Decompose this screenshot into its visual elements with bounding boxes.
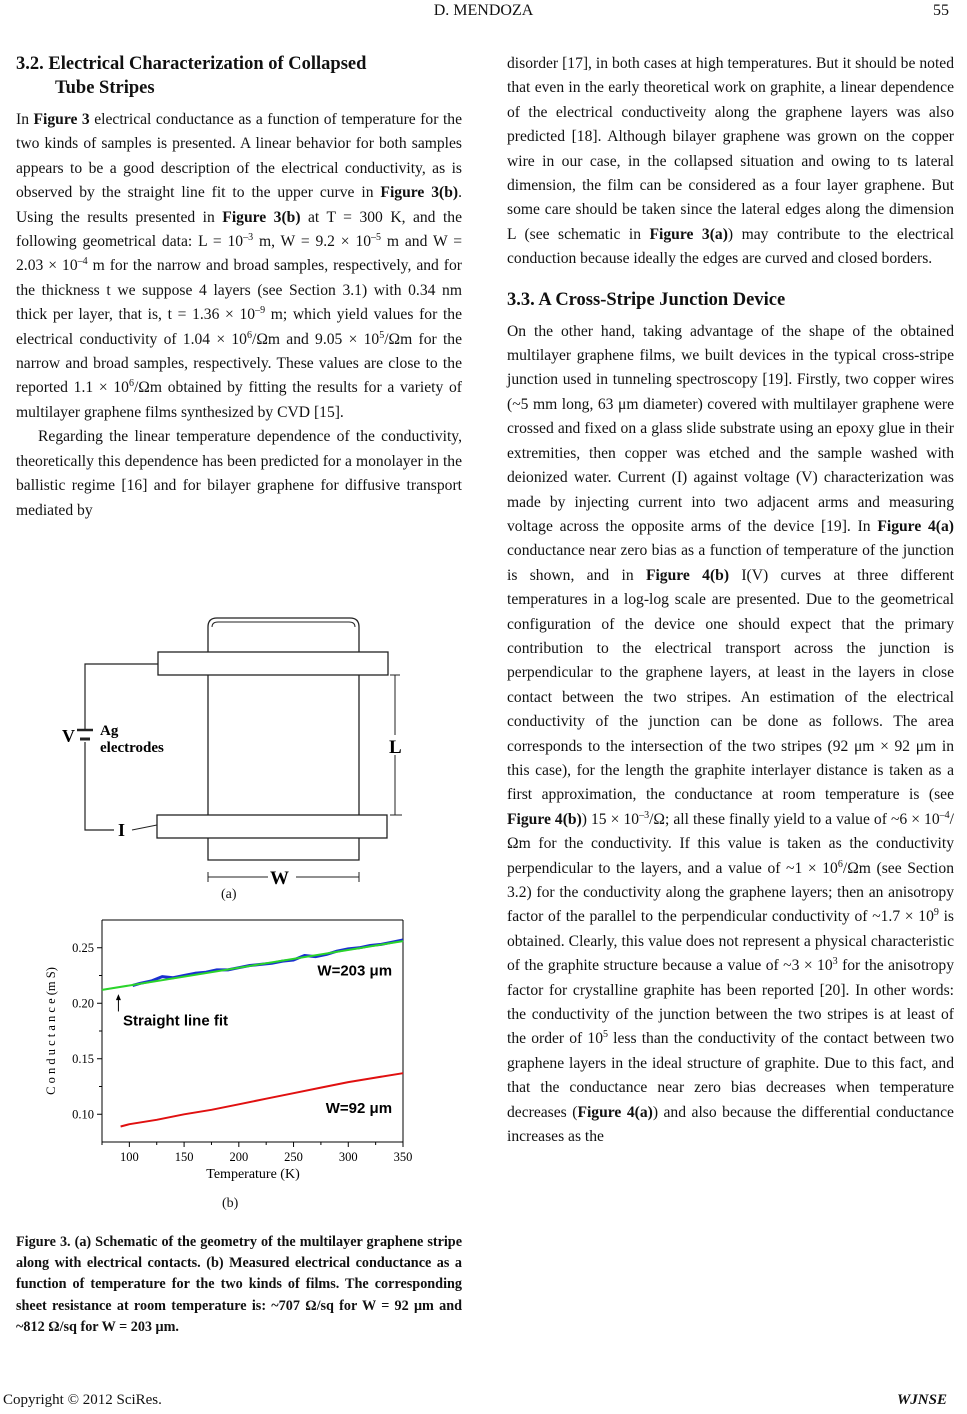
paragraph <box>16 108 462 425</box>
y-tick-label: 0.20 <box>72 996 94 1011</box>
copyright-notice: Copyright © 2012 SciRes. <box>3 1392 162 1408</box>
text-run: for the anisotropy factor for crystalline graphite has been reported [20]. In other words: the conductivity of the junction between the two stripes is at least of the order of 10 <box>507 957 954 1048</box>
superscript: 3 <box>832 956 838 968</box>
figure-reference: Figure 3 <box>33 111 90 128</box>
text-run: ) may contribute to the electrical conduction because ideally the edges are curved and closed borders. <box>507 225 954 268</box>
figure-reference: Figure 4(a) <box>577 1103 653 1121</box>
superscript: –4 <box>77 256 88 268</box>
annotation-w92: W=92 μm <box>325 1100 393 1118</box>
running-head: D. MENDOZA <box>433 2 534 19</box>
text-run: ) 15 × 10 <box>581 810 640 828</box>
page-number: 55 <box>933 2 949 19</box>
section-title-3-2: 3.2. Electrical Characterization of Collapsed Tube Stripes <box>16 54 367 98</box>
superscript: 6 <box>837 858 843 870</box>
x-tick-label: 150 <box>174 1150 194 1164</box>
figure-reference: Figure 4(b) <box>645 566 730 584</box>
x-tick-label: 100 <box>119 1150 139 1164</box>
x-tick-label: 350 <box>393 1150 413 1164</box>
superscript: 6 <box>246 329 252 341</box>
superscript: –3 <box>243 231 254 243</box>
text-run: electrical conductance as a function of temperature for the two kinds of samples is presented. A linear behavior for both samples appears to be a good description of the electrical conductivity, as is observed by the straight line fit to the upper curve in <box>16 111 462 202</box>
text-run: I(V) curves at three different temperatures in a log-log scale are presented. Due to the geometrical configuration of the device one should expect that the primary contribution to the electrical transport across the junction is perpendicular to the graphene layers, at least in the layers in close contact between the two stripes. An estimation of the electrical conductivity of the junction can be done as follows. The area corresponds to the intersection of the two stripes (92 μm × 92 μm in this case), for the length the graphite interlayer distance is taken as a first approximation, the conductance at room temperature is (see <box>507 566 954 804</box>
text-run: ) and also because the differential conductance increases as the <box>507 1103 954 1146</box>
superscript: 5 <box>379 329 385 341</box>
text-run: conductance near zero bias as a function of temperature of the junction is shown, and in <box>507 542 954 584</box>
label-L: L <box>389 737 402 758</box>
text-run: m and W = 2.03 × 10 <box>16 233 463 275</box>
text-run: /Ωm for the narrow and broad samples, respectively. These values are close to the reported 1.1 × 10 <box>16 330 462 397</box>
figure-3b-chart <box>0 900 480 1220</box>
current-lead <box>132 825 157 830</box>
superscript: 6 <box>128 378 134 390</box>
label-Ag: Ag <box>100 723 119 739</box>
figure-reference: Figure 4(a) <box>877 517 954 535</box>
text-run: /Ωm obtained by fitting the results for a variety of multilayer graphene films synthesized by CVD [15]. <box>16 379 462 421</box>
left-column <box>16 52 462 523</box>
superscript: –9 <box>255 305 266 317</box>
paragraph <box>507 320 954 1150</box>
text-run: disorder [17], in both cases at high temperatures. But it should be noted that even in the early theoretical work on graphite, a linear dependence of the electrical conductiveity along the graphene layers was also predicted [18]. Although bilayer graphene was grown on the copper wire in our case, in the collapsed situation and owing to ts lateral dimension, the film can be considered as a four layer graphene. But some care should be taken since the lateral edges along the dimension L (see schematic in <box>507 55 954 243</box>
text-run: at T = 300 K, and the following geometrical data: L = 10 <box>16 208 463 251</box>
text-run: m; which yield values for the electrical conductivity of 1.04 × 10 <box>16 306 462 348</box>
x-tick-label: 200 <box>229 1150 249 1164</box>
text-run: /Ωm (see Section 3.2) for the conductivity along the graphene layers; then an anisotropy factor of the parallel to the perpendicular conductivity of ~1.7 × 10 <box>507 859 954 926</box>
text-run: . Using the results presented in <box>16 184 462 226</box>
text-run: /Ωm and 9.05 × 10 <box>251 330 380 348</box>
journal-name: WJNSE <box>896 1392 947 1408</box>
y-tick-label: 0.25 <box>72 940 94 955</box>
text-run: less than the conductivity of the contact between two graphene layers in the ideal structure of graphite. Due to this fact, and that the conductance near zero bias decreases when temperature decreases ( <box>507 1030 955 1121</box>
paragraph: Regarding the linear temperature dependence of the conductivity, theoretically this dependence has been predicted for a monolayer in the ballistic regime [16] and for bilayer graphene for diffusive transport mediated by <box>16 428 462 519</box>
text-run: is obtained. Clearly, this value does not represent a physical characteristic of the graphite structure because a value of ~3 × 10 <box>507 908 954 975</box>
label-I: I <box>118 820 126 840</box>
text-run: On the other hand, taking advantage of the shape of the obtained multilayer graphene films, we built devices in the typical cross-stripe junction used in tunneling spectroscopy [19]. Firstly, two copper wires (~5 mm long, 63 μm diameter) covered with multilayer graphene were crossed and fixed on a glass slide substrate using an epoxy glue in their extremities, then copper was etched and the sample washed with deionized water. Current (I) against voltage (V) characterization was made by injecting current into two adjacent arms and measuring voltage across the opposite arms of the device [19]. In <box>507 322 954 535</box>
y-tick-label: 0.15 <box>72 1051 94 1066</box>
x-tick-label: 250 <box>284 1150 303 1164</box>
x-tick-label: 300 <box>338 1150 358 1164</box>
label-W: W <box>270 868 289 889</box>
text-run: In <box>16 111 34 128</box>
figure-reference: Figure 4(b) <box>507 810 582 828</box>
annotation-straight-line-fit: Straight line fit <box>123 1012 228 1030</box>
figure-3a-schematic <box>60 615 410 915</box>
annotation-arrow-head <box>116 994 121 1000</box>
bottom-electrode <box>157 815 387 838</box>
text-run: m for the narrow and broad samples, respectively, and for the thickness t we suppose 4 layers (see Section 3.1) with 0.34 nm thick per layer, that is, t = 1.36 × 10 <box>16 257 462 324</box>
y-tick-label: 0.10 <box>72 1107 94 1122</box>
text-run: /Ω; all these finally yield to a value of ~6 × 10 <box>649 810 940 828</box>
circuit-wire-top <box>85 664 158 730</box>
superscript: –5 <box>371 231 382 243</box>
superscript: 5 <box>603 1029 608 1041</box>
figure-reference: Figure 3(b) <box>222 208 301 226</box>
figure-reference: Figure 3(b) <box>380 184 459 202</box>
text-run: m, W = 9.2 × 10 <box>253 233 372 251</box>
text-run: /Ωm for the conductivity. If this value is taken as the conductivity perpendicular to the layers, and a value of ~1 × 10 <box>507 810 954 877</box>
label-electrodes: electrodes <box>100 740 164 756</box>
top-electrode <box>158 652 388 675</box>
paragraph <box>507 52 954 272</box>
figure-3a-sublabel: (a) <box>221 887 237 902</box>
x-axis-label: Temperature (K) <box>206 1167 300 1182</box>
annotation-w203: W=203 μm <box>317 962 393 980</box>
label-V: V <box>62 726 75 746</box>
superscript: 9 <box>933 907 939 919</box>
figure-3b-sublabel: (b) <box>222 1196 239 1211</box>
figure-reference: Figure 3(a) <box>649 225 728 243</box>
figure-3-caption: Figure 3. (a) Schematic of the geometry of the multilayer graphene stripe along with electrical contacts. (b) Measured electrical conductance as a function of temperature for the two kinds of films. The corresponding sheet resistance at room temperature is: ~707 Ω/sq for W = 92 μm and ~812 Ω/sq for W = 203 μm. <box>16 1234 462 1335</box>
annotations <box>116 963 392 1118</box>
right-column <box>507 52 954 1149</box>
superscript: –3 <box>639 809 650 821</box>
superscript: –4 <box>939 809 950 821</box>
y-axis-label: C o n d u c t a n c e (m S) <box>44 967 58 1095</box>
section-title-3-3: 3.3. A Cross-Stripe Junction Device <box>507 289 786 310</box>
